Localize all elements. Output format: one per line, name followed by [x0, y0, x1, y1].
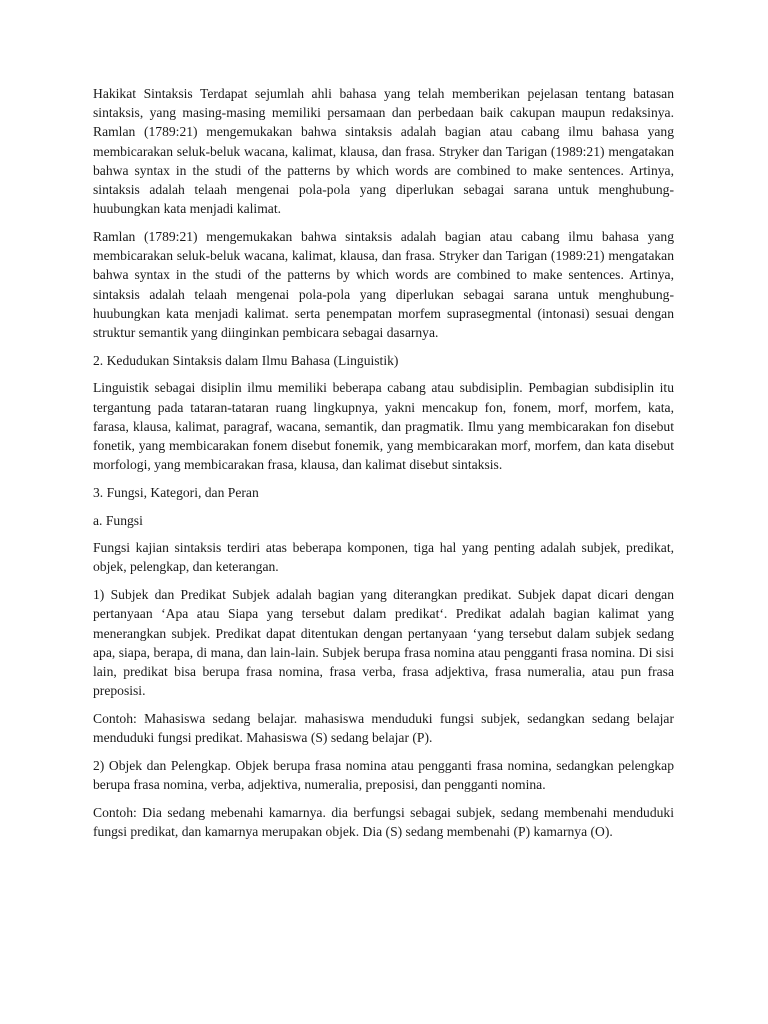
paragraph-hakikat-sintaksis: Hakikat Sintaksis Terdapat sejumlah ahli bahasa yang telah memberikan pejelasan tentang batasan sintaksis, yang masing-masing memiliki persamaan dan perbedaan baik cakupan maupun redaksinya. Ramlan (1789:21) mengemukakan bahwa sintaksis adalah bagian atau cabang ilmu bahasa yang membicarakan seluk-beluk wacana, kalimat, klausa, dan frasa. Stryker dan Tarigan (1989:21) mengatakan bahwa syntax in the studi of the patterns by which words are combined to make sentences. Artinya, sintaksis adalah telaah mengenai pola-pola yang diperlukan sebagai sarana untuk menghubung-huubungkan kata menjadi kalimat.: [93, 86, 674, 217]
heading-kedudukan-sintaksis: 2. Kedudukan Sintaksis dalam Ilmu Bahasa (Linguistik): [93, 352, 399, 368]
paragraph-ramlan-definition: Ramlan (1789:21) mengemukakan bahwa sintaksis adalah bagian atau cabang ilmu bahasa yang membicarakan seluk-beluk wacana, kalimat, klausa, dan frasa. Stryker dan Tarigan (1989:21) mengatakan bahwa syntax in the studi of the patterns by which words are combined to make sentences. Artinya, sintaksis adalah telaah mengenai pola-pola yang diperlukan sebagai sarana untuk menghubung-huubungkan kata menjadi kalimat. serta penempatan morfem suprasegmental (intonasi) sesuai dengan struktur semantik yang diinginkan pembicara sebagai dasarnya.: [93, 228, 674, 340]
document-page: [93, 84, 674, 850]
paragraph-contoh-kamarnya: Contoh: Dia sedang mebenahi kamarnya. dia berfungsi sebagai subjek, sedang membenahi menduduki fungsi predikat, dan kamarnya merupakan objek. Dia (S) sedang membenahi (P) kamarnya (O).: [93, 804, 674, 839]
paragraph-fungsi-kajian: Fungsi kajian sintaksis terdiri atas beberapa komponen, tiga hal yang penting adalah subjek, predikat, objek, pelengkap, dan keterangan.: [93, 540, 674, 575]
heading-a-fungsi: a. Fungsi: [93, 512, 143, 528]
paragraph-subjek-predikat: 1) Subjek dan Predikat Subjek adalah bagian yang diterangkan predikat. Subjek dapat dicari dengan pertanyaan ‘Apa atau Siapa yang tersebut dalam predikat‘. Predikat adalah bagian kalimat yang menerangkan subjek. Predikat dapat ditentukan dengan pertanyaan ‘yang tersebut dalam subjek sedang apa, siapa, berapa, di mana, dan lain-lain. Subjek berupa frasa nomina atau pengganti frasa nomina. Di sisi lain, predikat bisa berupa frasa nomina, frasa verba, frasa adjektiva, frasa numeralia, atau pun frasa preposisi.: [93, 587, 674, 699]
paragraph-contoh-mahasiswa: Contoh: Mahasiswa sedang belajar. mahasiswa menduduki fungsi subjek, sedangkan sedang belajar menduduki fungsi predikat. Mahasiswa (S) sedang belajar (P).: [93, 710, 674, 746]
heading-fungsi-kategori-peran: 3. Fungsi, Kategori, dan Peran: [93, 484, 259, 500]
paragraph-objek-pelengkap: 2) Objek dan Pelengkap. Objek berupa frasa nomina atau pengganti frasa nomina, sedangkan pelengkap berupa frasa nomina, verba, adjektiva, numeralia, preposisi, dan pengganti nomina.: [93, 757, 674, 792]
paragraph-linguistik-subdisiplin: Linguistik sebagai disiplin ilmu memiliki beberapa cabang atau subdisiplin. Pembagian subdisiplin itu tergantung pada tataran-tataran ruang lingkupnya, yakni mencakup fon, fonem, morf, morfem, kata, farasa, klausa, kalimat, paragraf, wacana, semantik, dan pragmatik. Ilmu yang membicarakan fon disebut fonetik, yang membicarakan fonem disebut fonemik, yang membicarakan morf, morfem, dan kata disebut morfologi, yang membicarakan frasa, klausa, dan kalimat disebut sintaksis.: [93, 380, 674, 473]
